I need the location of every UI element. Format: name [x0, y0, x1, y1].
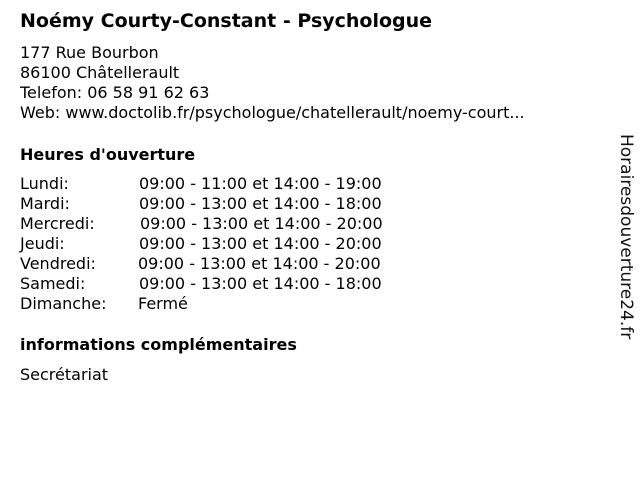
day-label: Dimanche:	[20, 294, 107, 313]
day-label: Jeudi:	[20, 234, 65, 253]
time-range: 09:00 - 13:00 et 14:00 - 18:00	[139, 274, 382, 293]
day-label: Lundi:	[20, 174, 69, 193]
time-range: Fermé	[138, 294, 188, 313]
day-label: Samedi:	[20, 274, 86, 293]
watermark-text: Horairesdouverture24.fr	[616, 134, 636, 340]
opening-hours-heading: Heures d'ouverture	[20, 145, 196, 164]
time-range: 09:00 - 13:00 et 14:00 - 20:00	[139, 234, 382, 253]
phone-number[interactable]: Telefon: 06 58 91 62 63	[20, 83, 210, 102]
day-label: Vendredi:	[20, 254, 96, 273]
time-range: 09:00 - 13:00 et 14:00 - 20:00	[138, 254, 381, 273]
city: 86100 Châtellerault	[20, 63, 180, 82]
time-range: 09:00 - 13:00 et 14:00 - 18:00	[139, 194, 382, 213]
page-title: Noémy Courty-Constant - Psychologue	[20, 10, 433, 32]
day-label: Mercredi:	[20, 214, 95, 233]
street-address: 177 Rue Bourbon	[20, 43, 159, 62]
time-range: 09:00 - 13:00 et 14:00 - 20:00	[140, 214, 383, 233]
website-link[interactable]: Web: www.doctolib.fr/psychologue/chatellerault/noemy-court...	[20, 103, 525, 122]
address-block	[20, 43, 525, 123]
time-range: 09:00 - 11:00 et 14:00 - 19:00	[139, 174, 382, 193]
day-label: Mardi:	[20, 194, 70, 213]
additional-info-value: Secrétariat	[20, 365, 109, 384]
additional-info-heading: informations complémentaires	[20, 335, 297, 354]
